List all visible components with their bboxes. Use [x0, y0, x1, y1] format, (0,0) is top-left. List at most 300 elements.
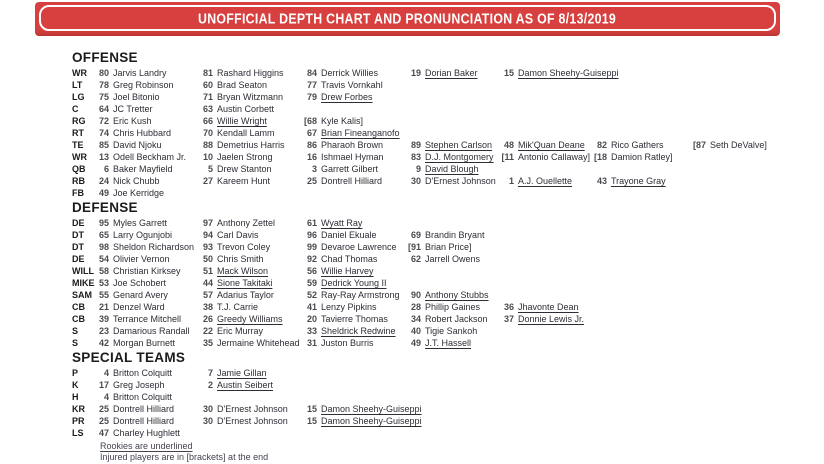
player-number: [91 [407, 242, 421, 252]
player-name: Drew Stanton [217, 164, 272, 174]
player-number: 85 [98, 140, 109, 150]
player-number: 66 [202, 116, 213, 126]
player-number: 36 [503, 302, 514, 312]
player-number: 75 [98, 92, 109, 102]
player-name: Nick Chubb [113, 176, 160, 186]
depth-row [72, 325, 812, 337]
legend-rookies-note: Rookies are underlined [100, 441, 193, 451]
player-number: 63 [202, 104, 213, 114]
player-number: 6 [103, 164, 109, 174]
player-entry [300, 277, 387, 289]
player-number: 99 [306, 242, 317, 252]
player-number: 47 [98, 428, 109, 438]
player-entry [300, 337, 374, 349]
player-name: Anthony Zettel [217, 218, 276, 228]
player-number: 67 [306, 128, 317, 138]
player-entry [497, 139, 585, 151]
player-name: Christian Kirksey [113, 266, 181, 276]
depth-row [72, 265, 812, 277]
depth-row [72, 253, 812, 265]
player-number: 30 [202, 404, 213, 414]
player-number: 4 [103, 392, 109, 402]
player-entry [196, 289, 274, 301]
depth-row [72, 229, 812, 241]
depth-row [72, 313, 812, 325]
player-entry [196, 103, 274, 115]
player-entry [300, 229, 377, 241]
sections-container [72, 51, 812, 439]
player-name: Willie Harvey [321, 266, 374, 276]
player-entry [404, 151, 494, 163]
player-name: Willie Wright [217, 116, 267, 126]
player-number: 64 [98, 104, 109, 114]
player-name: Brad Seaton [217, 80, 268, 90]
player-entry [92, 265, 181, 277]
player-entry [497, 313, 584, 325]
player-number: 98 [98, 242, 109, 252]
position-label: RT [72, 128, 84, 138]
player-name: Eric Murray [217, 326, 264, 336]
banner-border [39, 5, 776, 31]
player-number: 97 [202, 218, 213, 228]
player-entry [196, 139, 285, 151]
player-entry [300, 415, 422, 427]
player-entry [590, 175, 666, 187]
player-name: Kyle Kalis] [321, 116, 364, 126]
player-number: 4 [103, 368, 109, 378]
player-number: 95 [98, 218, 109, 228]
position-label: RG [72, 116, 86, 126]
player-entry [404, 139, 492, 151]
player-number: 78 [98, 80, 109, 90]
depth-row [72, 337, 812, 349]
player-name: Damon Sheehy-Guiseppi [321, 404, 422, 414]
player-name: Antonio Callaway] [518, 152, 591, 162]
player-name: Travis Vornkahl [321, 80, 383, 90]
player-entry [196, 67, 284, 79]
player-name: Britton Colquitt [113, 392, 173, 402]
depth-row [72, 289, 812, 301]
player-number: 40 [410, 326, 421, 336]
player-number: 9 [415, 164, 421, 174]
banner-title: UNOFFICIAL DEPTH CHART AND PRONUNCIATION AS OF 8/13/2019 [198, 9, 617, 27]
player-entry [92, 91, 160, 103]
player-entry [497, 67, 619, 79]
player-name: Damarious Randall [113, 326, 190, 336]
player-number: 49 [410, 338, 421, 348]
player-entry [300, 301, 377, 313]
player-number: 53 [98, 278, 109, 288]
position-label: S [72, 326, 79, 336]
player-name: Morgan Burnett [113, 338, 176, 348]
player-name: Genard Avery [113, 290, 168, 300]
player-name: Donnie Lewis Jr. [518, 314, 585, 324]
player-name: Brian Fineanganofo [321, 128, 400, 138]
player-name: D'Ernest Johnson [217, 404, 288, 414]
player-entry [404, 163, 479, 175]
section-title: SPECIAL TEAMS [72, 350, 186, 365]
player-entry [300, 325, 396, 337]
player-entry [300, 115, 363, 127]
position-label: WR [72, 68, 87, 78]
depth-row [72, 151, 812, 163]
player-entry [196, 301, 258, 313]
player-name: Lenzy Pipkins [321, 302, 377, 312]
player-name: Demetrius Harris [217, 140, 285, 150]
player-number: 1 [508, 176, 514, 186]
player-name: Seth DeValve] [710, 140, 767, 150]
player-entry [92, 127, 171, 139]
player-name: Juston Burris [321, 338, 374, 348]
player-number: 17 [98, 380, 109, 390]
player-number: [68 [303, 116, 317, 126]
player-entry [92, 391, 172, 403]
player-number: 41 [306, 302, 317, 312]
player-entry [92, 367, 172, 379]
player-number: 79 [306, 92, 317, 102]
player-name: Odell Beckham Jr. [113, 152, 187, 162]
player-entry [92, 301, 165, 313]
player-number: 44 [202, 278, 213, 288]
player-number: 19 [410, 68, 421, 78]
player-number: 33 [306, 326, 317, 336]
player-name: Dontrell Hilliard [113, 416, 175, 426]
player-entry [404, 289, 489, 301]
player-entry [300, 265, 374, 277]
player-number: 3 [311, 164, 317, 174]
player-name: Olivier Vernon [113, 254, 170, 264]
section-title: OFFENSE [72, 50, 138, 65]
player-entry [196, 79, 267, 91]
player-entry [92, 163, 173, 175]
player-entry [92, 151, 186, 163]
player-entry [196, 337, 300, 349]
player-number: 69 [410, 230, 421, 240]
player-name: Jhavonte Dean [518, 302, 579, 312]
depth-row [72, 91, 812, 103]
player-name: Derrick Willies [321, 68, 378, 78]
player-entry [196, 127, 275, 139]
player-number: 2 [207, 380, 213, 390]
player-number: 61 [306, 218, 317, 228]
player-number: 48 [503, 140, 514, 150]
player-number: 7 [207, 368, 213, 378]
player-entry [300, 253, 377, 265]
player-name: Dontrell Hilliard [113, 404, 175, 414]
player-entry [300, 241, 397, 253]
player-entry [92, 337, 175, 349]
player-name: Greg Robinson [113, 80, 174, 90]
position-label: S [72, 338, 79, 348]
player-number: 23 [98, 326, 109, 336]
player-name: Ishmael Hyman [321, 152, 384, 162]
player-number: 5 [207, 164, 213, 174]
position-label: PR [72, 416, 85, 426]
player-number: 13 [98, 152, 109, 162]
player-entry [300, 313, 388, 325]
player-entry [404, 229, 485, 241]
player-number: 25 [98, 416, 109, 426]
player-number: 60 [202, 80, 213, 90]
position-label: K [72, 380, 79, 390]
player-name: Adarius Taylor [217, 290, 274, 300]
player-number: 88 [202, 140, 213, 150]
player-name: Chris Hubbard [113, 128, 172, 138]
player-number: 25 [98, 404, 109, 414]
player-number: 30 [202, 416, 213, 426]
depth-row [72, 163, 812, 175]
player-entry [196, 217, 275, 229]
player-name: JC Tretter [113, 104, 153, 114]
legend [100, 441, 812, 463]
depth-row [72, 217, 812, 229]
player-entry [196, 277, 272, 289]
player-entry [300, 79, 383, 91]
player-number: [11 [501, 152, 514, 162]
player-number: 15 [306, 416, 317, 426]
player-name: David Blough [425, 164, 479, 174]
position-label: P [72, 368, 79, 378]
position-label: DE [72, 218, 85, 228]
player-number: [87 [692, 140, 706, 150]
depth-row [72, 79, 812, 91]
player-entry [196, 229, 259, 241]
player-name: Mack Wilson [217, 266, 269, 276]
player-entry [92, 115, 152, 127]
player-name: A.J. Ouellette [518, 176, 573, 186]
position-label: DT [72, 230, 84, 240]
player-name: Joel Bitonio [113, 92, 160, 102]
depth-row [72, 139, 812, 151]
position-label: DE [72, 254, 85, 264]
depth-row [72, 277, 812, 289]
player-number: 74 [98, 128, 109, 138]
player-name: Tigie Sankoh [425, 326, 478, 336]
player-name: Robert Jackson [425, 314, 488, 324]
depth-chart-banner [35, 2, 780, 36]
player-number: 57 [202, 290, 213, 300]
player-number: 22 [202, 326, 213, 336]
depth-row [72, 391, 812, 403]
player-number: 65 [98, 230, 109, 240]
player-number: 28 [410, 302, 421, 312]
player-number: 96 [306, 230, 317, 240]
player-name: Jarrell Owens [425, 254, 481, 264]
section-defense [72, 201, 812, 349]
position-label: FB [72, 188, 84, 198]
section-title: DEFENSE [72, 200, 138, 215]
player-entry [196, 175, 270, 187]
position-label: QB [72, 164, 86, 174]
player-entry [196, 313, 283, 325]
player-number: 92 [306, 254, 317, 264]
player-name: Kareem Hunt [217, 176, 271, 186]
player-number: 43 [596, 176, 607, 186]
player-number: 93 [202, 242, 213, 252]
player-name: Damon Sheehy-Guiseppi [518, 68, 619, 78]
player-entry [404, 301, 480, 313]
player-number: 90 [410, 290, 421, 300]
player-entry [92, 67, 167, 79]
player-name: D'Ernest Johnson [217, 416, 288, 426]
player-name: David Njoku [113, 140, 162, 150]
player-name: D.J. Montgomery [425, 152, 494, 162]
position-label: WR [72, 152, 87, 162]
player-entry [92, 253, 170, 265]
player-name: Jamie Gillan [217, 368, 267, 378]
player-entry [497, 151, 590, 163]
player-entry [497, 301, 579, 313]
player-number: 21 [98, 302, 109, 312]
player-entry [196, 415, 288, 427]
player-entry [300, 175, 382, 187]
player-number: 20 [306, 314, 317, 324]
player-number: 10 [202, 152, 213, 162]
player-entry [92, 175, 160, 187]
depth-row [72, 67, 812, 79]
player-name: Dorian Baker [425, 68, 478, 78]
player-entry [196, 241, 270, 253]
player-number: 37 [503, 314, 514, 324]
player-number: 49 [98, 188, 109, 198]
position-label: LG [72, 92, 85, 102]
player-number: 26 [202, 314, 213, 324]
player-entry [196, 379, 273, 391]
player-name: Brian Price] [425, 242, 472, 252]
section-special-teams [72, 351, 812, 439]
player-number: 34 [410, 314, 421, 324]
player-number: 31 [306, 338, 317, 348]
player-name: Devaroe Lawrence [321, 242, 397, 252]
player-name: Bryan Witzmann [217, 92, 284, 102]
player-name: Greedy Williams [217, 314, 283, 324]
player-name: Sheldon Richardson [113, 242, 195, 252]
player-name: Damion Ratley] [611, 152, 673, 162]
section-offense [72, 51, 812, 199]
player-entry [92, 241, 194, 253]
player-entry [404, 241, 472, 253]
player-entry [92, 313, 181, 325]
depth-row [72, 415, 812, 427]
player-name: Dontrell Hilliard [321, 176, 383, 186]
player-number: 80 [98, 68, 109, 78]
depth-row [72, 379, 812, 391]
player-entry [404, 67, 478, 79]
player-number: 59 [306, 278, 317, 288]
player-entry [404, 337, 471, 349]
position-label: RB [72, 176, 85, 186]
position-label: LT [72, 80, 83, 90]
depth-row [72, 403, 812, 415]
player-name: T.J. Carrie [217, 302, 259, 312]
player-name: Sheldrick Redwine [321, 326, 396, 336]
player-number: 72 [98, 116, 109, 126]
player-entry [196, 163, 272, 175]
player-entry [92, 79, 174, 91]
player-entry [300, 91, 373, 103]
player-entry [92, 217, 167, 229]
player-entry [92, 403, 174, 415]
player-entry [92, 379, 165, 391]
position-label: LS [72, 428, 84, 438]
player-entry [92, 229, 172, 241]
player-number: 84 [306, 68, 317, 78]
player-entry [404, 175, 496, 187]
player-name: Brandin Bryant [425, 230, 485, 240]
player-name: Trevon Coley [217, 242, 271, 252]
player-name: Denzel Ward [113, 302, 165, 312]
position-label: WILL [72, 266, 94, 276]
depth-row [72, 127, 812, 139]
player-name: Wyatt Ray [321, 218, 363, 228]
player-entry [92, 325, 190, 337]
player-entry [196, 151, 273, 163]
player-name: Austin Seibert [217, 380, 274, 390]
player-number: 38 [202, 302, 213, 312]
player-name: Chad Thomas [321, 254, 378, 264]
position-label: DT [72, 242, 84, 252]
player-name: Jermaine Whitehead [217, 338, 300, 348]
player-entry [300, 67, 378, 79]
player-name: D'Ernest Johnson [425, 176, 496, 186]
player-number: 15 [306, 404, 317, 414]
player-number: 62 [410, 254, 421, 264]
player-number: 50 [202, 254, 213, 264]
player-name: J.T. Hassell [425, 338, 472, 348]
player-name: Chris Smith [217, 254, 264, 264]
player-number: 58 [98, 266, 109, 276]
player-name: Rico Gathers [611, 140, 664, 150]
player-entry [300, 151, 384, 163]
player-entry [92, 139, 162, 151]
player-entry [196, 253, 264, 265]
player-name: Joe Schobert [113, 278, 167, 288]
player-entry [300, 163, 378, 175]
player-number: 70 [202, 128, 213, 138]
player-name: Jaelen Strong [217, 152, 273, 162]
depth-row [72, 427, 812, 439]
player-name: Eric Kush [113, 116, 152, 126]
player-number: 71 [202, 92, 213, 102]
depth-row [72, 367, 812, 379]
player-name: Britton Colquitt [113, 368, 173, 378]
player-name: Daniel Ekuale [321, 230, 377, 240]
player-entry [92, 427, 180, 439]
player-number: 56 [306, 266, 317, 276]
player-entry [590, 151, 673, 163]
player-number: 89 [410, 140, 421, 150]
player-number: 24 [98, 176, 109, 186]
player-entry [196, 115, 267, 127]
player-name: Joe Kerridge [113, 188, 165, 198]
player-entry [404, 253, 480, 265]
player-number: 81 [202, 68, 213, 78]
player-name: Kendall Lamm [217, 128, 275, 138]
player-name: Stephen Carlson [425, 140, 493, 150]
player-name: Larry Ogunjobi [113, 230, 173, 240]
player-name: Greg Joseph [113, 380, 165, 390]
player-name: Baker Mayfield [113, 164, 173, 174]
depth-row [72, 187, 812, 199]
player-entry [590, 139, 664, 151]
player-entry [300, 139, 383, 151]
player-entry [404, 325, 477, 337]
player-number: 94 [202, 230, 213, 240]
player-entry [92, 103, 153, 115]
position-label: C [72, 104, 79, 114]
player-name: Myles Garrett [113, 218, 168, 228]
player-number: 15 [503, 68, 514, 78]
